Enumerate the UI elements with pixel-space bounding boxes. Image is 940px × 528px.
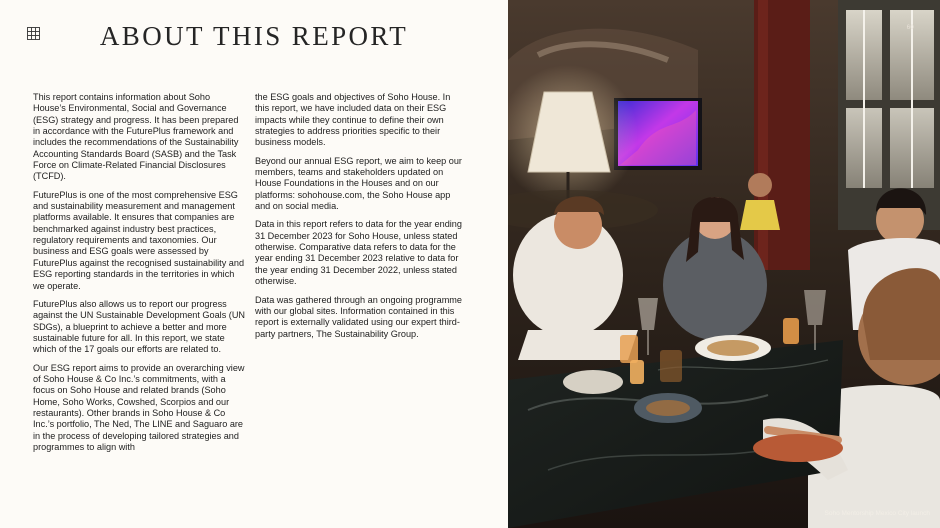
text-column-2 xyxy=(255,92,467,347)
paragraph: Our ESG report aims to provide an overarching view of Soho House & Co Inc.’s commitments, with a focus on Soho House and related brands (Soho Home, Soho Works, Cowshed, Scorpios and our restaurants). Other brands in Soho House & Co Inc.’s portfolio, The Ned, The LINE and Saguaro are in the process of developing tailored strategies and programmes to align with xyxy=(33,362,245,452)
paragraph: FuturePlus also allows us to report our progress against the UN Sustainable Development Goals (UN SDGs), a blueprint to achieve a better and more sustainable future for all. In this report, we state which of the 17 goals our efforts are related to. xyxy=(33,298,246,355)
paragraph: Data was gathered through an ongoing programme with our global sites. Information contained in this report is externally validated using our expert third-party partners, The Sustainability Group. xyxy=(255,294,462,339)
photo-caption: Soho Mentorship Mexico City launch xyxy=(824,510,930,517)
paragraph: Beyond our annual ESG report, we aim to keep our members, teams and stakeholders updated on House Foundations in the Houses and on our platforms: sohohouse.com, the Soho House app and on social media. xyxy=(255,155,462,212)
text-column-1 xyxy=(33,92,245,460)
page-title: ABOUT THIS REPORT xyxy=(99,21,409,51)
event-photo xyxy=(508,0,940,528)
paragraph: FuturePlus is one of the most comprehensive ESG and sustainability measurement and management platforms available. It ensures that companies are benchmarked against industry best practices, regulatory requirements and taxonomies. Our business and ESG goals were assessed by FuturePlus against the recognised sustainability and ESG reporting standards in the territories in which we operate. xyxy=(33,189,245,291)
restaurant-scene-illustration xyxy=(508,0,940,528)
page-number: 60 xyxy=(906,25,914,31)
paragraph: Data in this report refers to data for the year ending 31 December 2023 for Soho House, unless stated otherwise. Comparative data refers to data for the year ending 31 December 2023 relative to data for the year ending 31 December 2022, unless stated otherwise. xyxy=(255,219,462,287)
paragraph: the ESG goals and objectives of Soho House. In this report, we have included data on their ESG impacts while they continue to define their own strategies to address priorities specific to their business models. xyxy=(255,92,451,148)
paragraph: This report contains information about Soho House’s Environmental, Social and Governance (ESG) strategy and progress. It has been prepared in accordance with the FuturePlus framework and includes the recommendations of the Sustainability Accounting Standards Board (SASB) and the Task Force on Climate-Related Financial Disclosures (TCFD). xyxy=(33,92,239,182)
